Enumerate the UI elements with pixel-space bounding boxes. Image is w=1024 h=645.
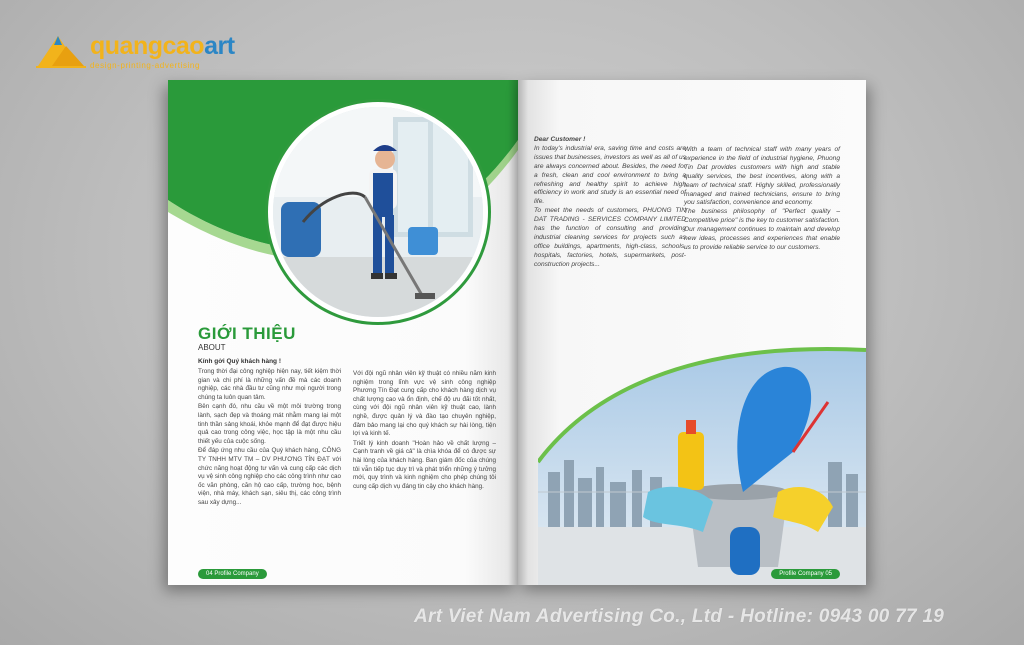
paragraph: Bên cạnh đó, nhu cầu về một môi trường trong lành, sạch đẹp và thoáng mát nhằm mang lại một tinh thần sảng khoái, khỏe mạnh để đạt được hiệu quả cao trong công việc, học tập là một nhu cầu thiết yếu của cuộc sống. bbox=[198, 403, 341, 445]
page-footer-left: 04 Profile Company bbox=[198, 569, 267, 579]
section-title: GIỚI THIỆU bbox=[198, 324, 296, 343]
brochure-left-page bbox=[168, 80, 518, 585]
paragraph: In today's industrial era, saving time and costs are issues that businesses, investors as well as all of us are always concerned about. Besides, the need for a fresh, clean and cool environment to bring a refreshing and healthy spirit to achieve high efficiency in work and study is an essential need of life. bbox=[534, 144, 686, 206]
paragraph: Để đáp ứng nhu cầu của Quý khách hàng, CÔNG TY TNHH MTV TM – DV PHƯƠNG TÍN ĐẠT với chức năng hoạt động tư vấn và cung cấp các dịch vụ vệ sinh công nghiệp cho các công trình như cao ốc văn phòng, căn hộ cao cấp, trường học, bệnh viện, nhà máy, khách sạn, siêu thị, các công trình sau xây dựng... bbox=[198, 447, 341, 506]
left-text-column-1 bbox=[198, 368, 341, 509]
right-text-column-1 bbox=[534, 136, 686, 270]
right-text-column-2 bbox=[684, 146, 840, 253]
page-footer-right: Profile Company 05 bbox=[771, 569, 840, 579]
greeting: Kính gởi Quý khách hàng ! bbox=[198, 358, 281, 365]
page-spine-shadow bbox=[508, 80, 528, 585]
left-text-column-2 bbox=[353, 370, 496, 492]
watermark-hotline: Art Viet Nam Advertising Co., Ltd - Hotline: 0943 00 77 19 bbox=[414, 606, 945, 627]
brand-logo bbox=[34, 28, 274, 72]
paragraph: Trong thời đại công nghiệp hiện nay, tiết kiệm thời gian và chi phí là những vấn đề mà các doanh nghiệp, các nhà đầu tư cũng như mọi người trong chúng ta luôn quan tâm. bbox=[198, 368, 341, 401]
logo-mountain-icon bbox=[34, 28, 90, 72]
paragraph: To meet the needs of customers, PHUONG TIN DAT TRADING - SERVICES COMPANY LIMITED has the function of consulting and providing industrial cleaning services for projects such as office buildings, apartments, high-class, schools, hospitals, factories, hotels, supermarkets, post-construction projects... bbox=[534, 207, 686, 268]
paragraph: Triết lý kinh doanh "Hoàn hảo về chất lượng – Cạnh tranh về giá cả" là chìa khóa để có được sự hài lòng của khách hàng. Ban giám đốc của chúng tôi vẫn tiếp tục duy trì và phát triển những ý tưởng mới, quy trình và kinh nghiệm cho phép chúng tôi cung cấp dịch vụ đáng tin cậy cho khách hàng. bbox=[353, 439, 496, 490]
paragraph: The business philosophy of "Perfect quality – Competitive price" is the key to customer satisfaction. Our management continues to maintain and develop new ideas, processes and experiences that enable us to provide reliable service to our customers. bbox=[684, 208, 840, 251]
cleaner-vacuum-photo bbox=[268, 102, 488, 322]
section-subtitle: ABOUT bbox=[198, 343, 226, 352]
logo-tagline: design-printing-advertising bbox=[90, 61, 201, 70]
logo-wordmark: quangcaoart bbox=[90, 32, 235, 60]
paragraph: Với đội ngũ nhân viên kỹ thuật có nhiều năm kinh nghiệm trong lĩnh vực vệ sinh công nghiệp Phương Tín Đạt cung cấp cho khách hàng dịch vụ chất lượng cao và ổn định, chế độ ưu đãi tốt nhất, cùng với đội ngũ nhân viên kỹ thuật cao, lành nghề, được quản lý và đào tạo chuyên nghiệp, đảm bảo mang lại cho quý khách sự hài lòng, tiện lợi và kinh tế. bbox=[353, 370, 496, 438]
cleaning-supplies-photo bbox=[538, 342, 866, 585]
brochure-right-page bbox=[518, 80, 866, 585]
paragraph: Dear Customer ! bbox=[534, 136, 586, 143]
paragraph: With a team of technical staff with many years of experience in the field of industrial hygiene, Phuong Tin Dat provides customers with high and stable quality services, the best incentives, along with a team of technical staff. Highly skilled, professionally managed and trained technicians, ensure to bring you satisfaction, convenience and economy. bbox=[684, 146, 840, 207]
